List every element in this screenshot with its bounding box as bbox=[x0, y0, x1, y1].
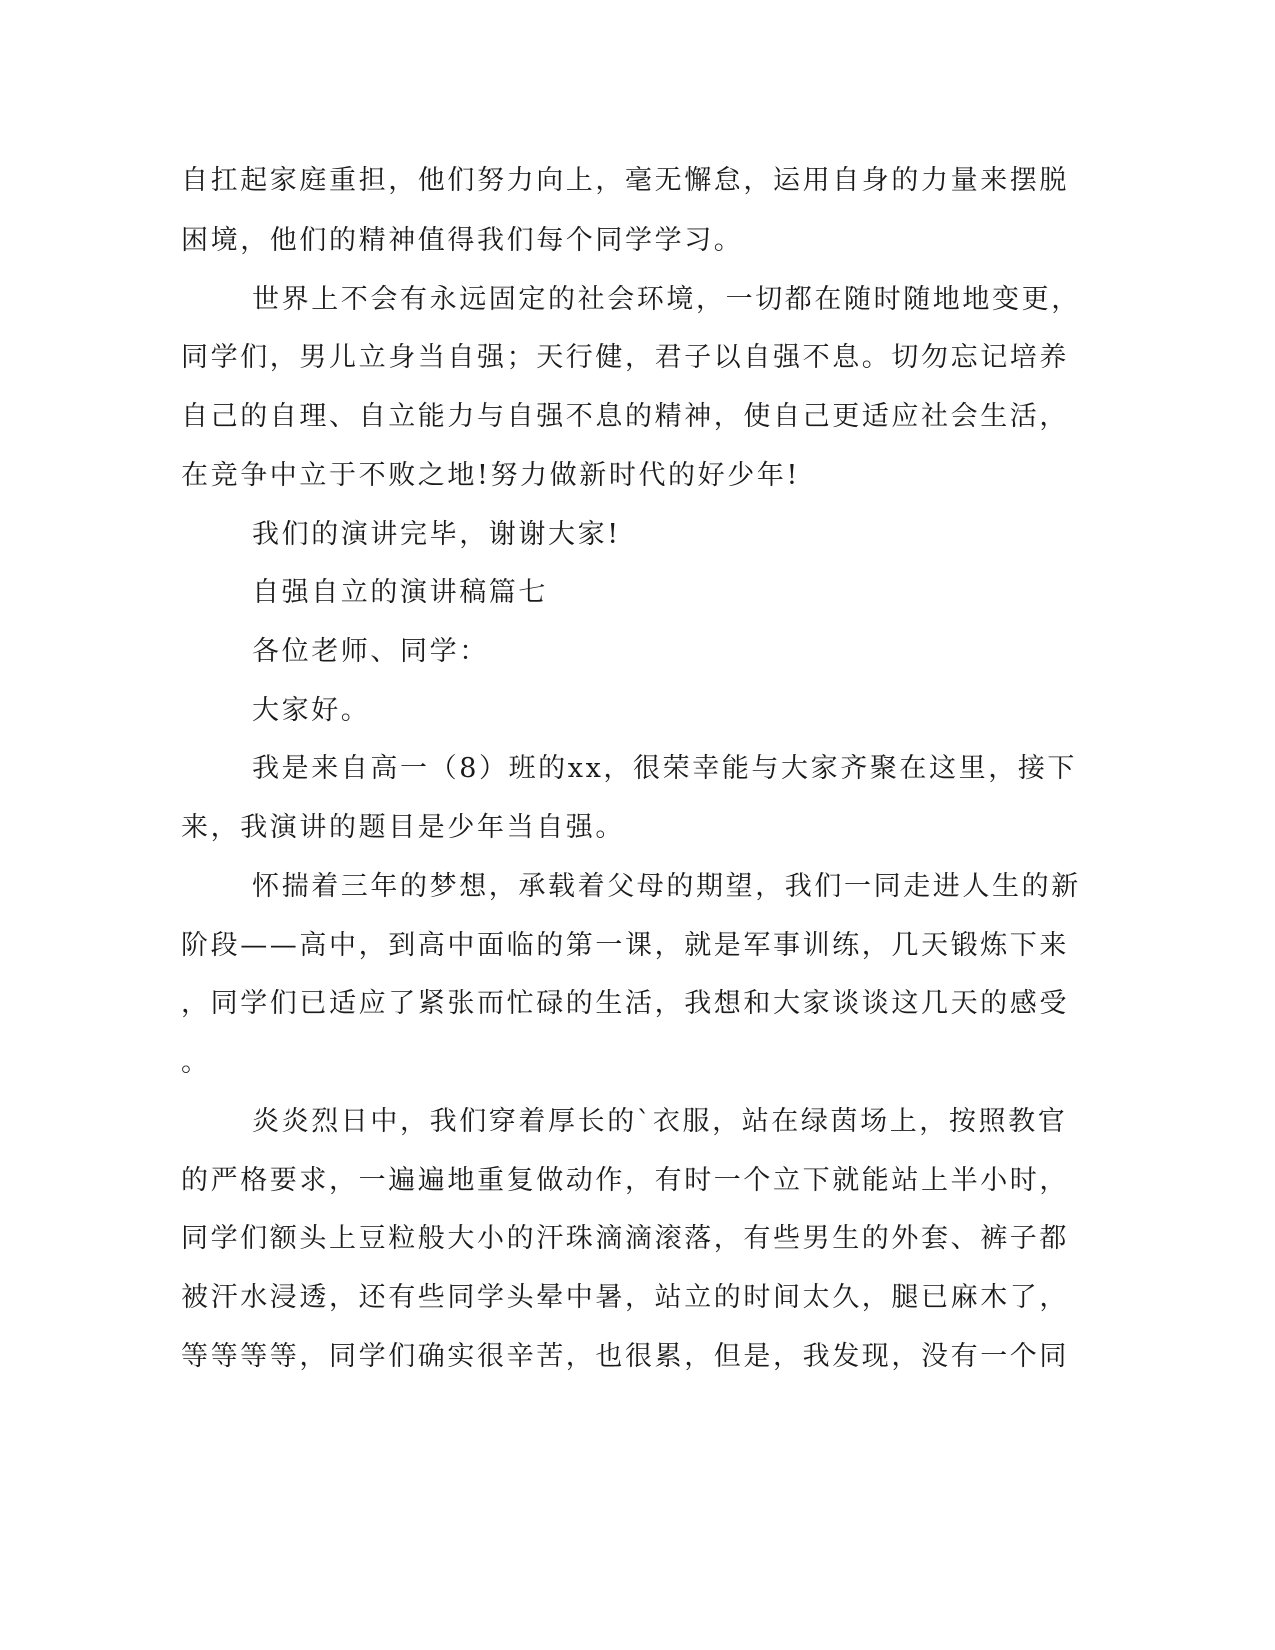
text-line: 炎炎烈日中，我们穿着厚长的`衣服，站在绿茵场上，按照教官 bbox=[252, 1106, 1068, 1137]
text-line: 同学们，男儿立身当自强；天行健，君子以自强不息。切勿忘记培养 bbox=[181, 342, 1069, 373]
text-line: 怀揣着三年的梦想，承载着父母的期望，我们一同走进人生的新 bbox=[252, 871, 1081, 902]
text-line: 。 bbox=[181, 1047, 211, 1078]
text-line: 同学们额头上豆粒般大小的汗珠滴滴滚落，有些男生的外套、裤子都 bbox=[181, 1223, 1069, 1254]
section-heading: 自强自立的演讲稿篇七 bbox=[252, 577, 548, 608]
text-line: 自扛起家庭重担，他们努力向上，毫无懈怠，运用自身的力量来摆脱 bbox=[181, 165, 1069, 196]
text-line: 阶段——高中，到高中面临的第一课，就是军事训练，几天锻炼下来 bbox=[181, 930, 1069, 961]
text-line: 的严格要求，一遍遍地重复做动作，有时一个立下就能站上半小时， bbox=[181, 1165, 1069, 1196]
text-line: 自己的自理、自立能力与自强不息的精神，使自己更适应社会生活， bbox=[181, 401, 1069, 432]
text-line: 世界上不会有永远固定的社会环境，一切都在随时随地地变更， bbox=[252, 284, 1081, 315]
text-line: 我是来自高一（8）班的xx，很荣幸能与大家齐聚在这里，接下 bbox=[252, 753, 1078, 784]
text-line: ，同学们已适应了紧张而忙碌的生活，我想和大家谈谈这几天的感受 bbox=[181, 988, 1069, 1019]
text-line: 各位老师、同学： bbox=[252, 636, 489, 667]
text-line: 在竞争中立于不败之地!努力做新时代的好少年! bbox=[181, 460, 800, 491]
text-line: 来，我演讲的题目是少年当自强。 bbox=[181, 812, 625, 843]
text-line: 大家好。 bbox=[252, 695, 371, 726]
text-line: 我们的演讲完毕，谢谢大家! bbox=[252, 519, 621, 550]
text-line: 困境，他们的精神值得我们每个同学学习。 bbox=[181, 225, 744, 256]
text-line: 等等等等，同学们确实很辛苦，也很累，但是，我发现，没有一个同 bbox=[181, 1341, 1069, 1372]
text-line: 被汗水浸透，还有些同学头晕中暑，站立的时间太久，腿已麻木了， bbox=[181, 1282, 1069, 1313]
